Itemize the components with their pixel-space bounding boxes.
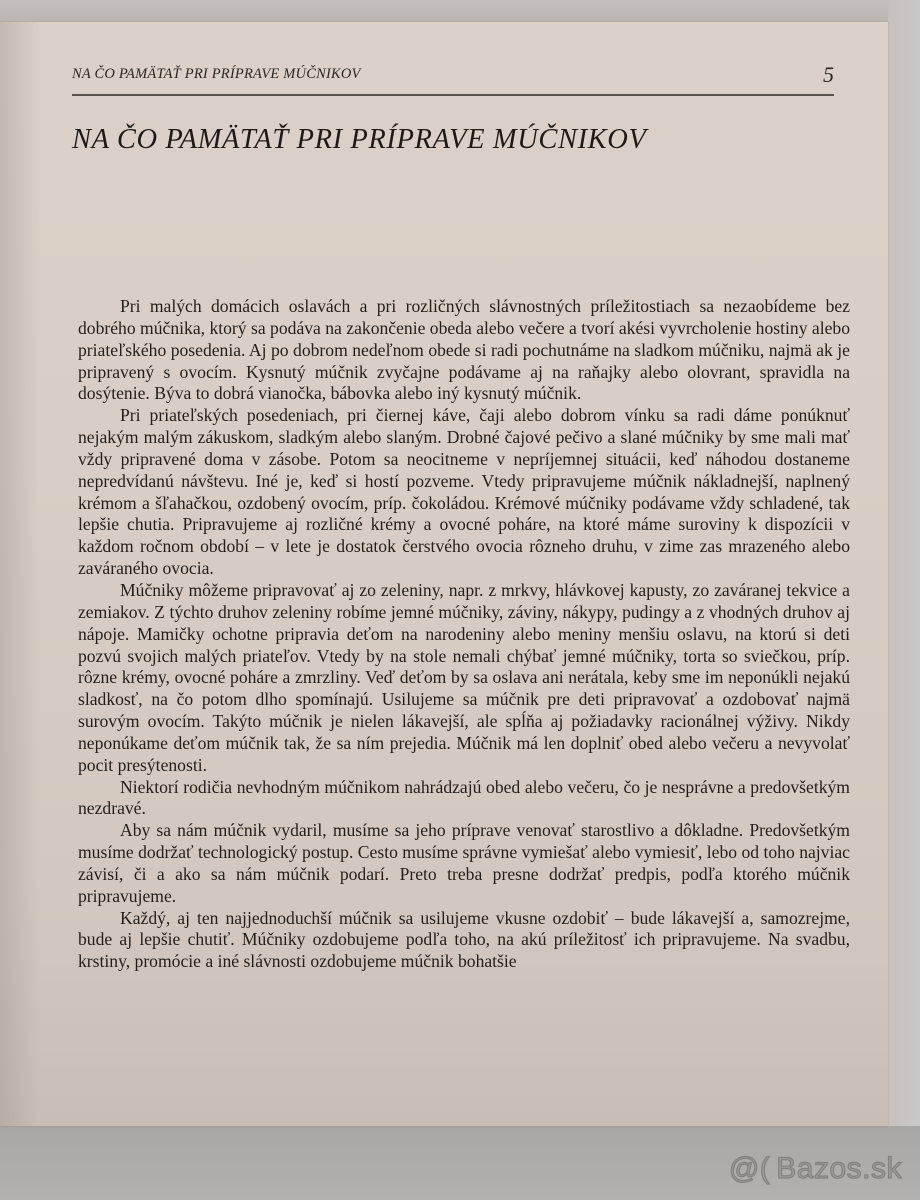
paragraph: Pri priateľských posedeniach, pri čiernej káve, čaji alebo dobrom vínku sa radi dáme ponúknuť nejakým malým zákuskom, sladkým alebo slaným. Drobné čajové pečivo a slané múčniky by sme mali mať vždy pripravené doma v zásobe. Potom sa neocitneme v nepríjemnej situácii, keď náhodou dostaneme nepredvídanú návštevu. Iné je, keď si hostí pozveme. Vtedy pripravujeme múčnik nákladnejší, naplnený krémom a šľahačkou, ozdobený ovocím, príp. čokoládou. Krémové múčniky podávame vždy schladené, tak lepšie chutia. Pripravujeme aj rozličné krémy a ovocné poháre, na ktoré máme suroviny k dispozícii v každom ročnom období – v lete je dostatok čerstvého ovocia rôzneho druhu, v zime zas mrazeného alebo zaváraného ovocia. [78, 405, 850, 579]
paragraph: Aby sa nám múčnik vydaril, musíme sa jeho príprave venovať starostlivo a dôkladne. Predovšetkým musíme dodržať technologický postup. Cesto musíme správne vymiešať alebo vymiesiť, lebo od toho najviac závisí, či a ako sa nám múčnik podarí. Preto treba presne dodržať predpis, podľa ktorého múčnik pripravujeme. [78, 820, 850, 906]
paragraph: Každý, aj ten najjednoduchší múčnik sa usilujeme vkusne ozdobiť – bude lákavejší a, samozrejme, bude aj lepšie chutiť. Múčniky ozdobujeme podľa toho, na akú príležitosť ich pripravujeme. Na svadbu, krstiny, promócie a iné slávnosti ozdobujeme múčnik bohatšie [78, 907, 850, 972]
paragraph: Pri malých domácich oslavách a pri rozličných slávnostných príležitostiach sa nezaobídeme bez dobrého múčnika, ktorý sa podáva na zakončenie obeda alebo večere a tvorí akési vyvrcholenie hostiny alebo priateľského posedenia. Aj po dobrom nedeľnom obede si radi pochutnáme na sladkom múčniku, najmä ak je pripravený s ovocím. Kysnutý múčnik zvyčajne podávame aj na raňajky alebo olovrant, spravidla na dosýtenie. Býva to dobrá vianočka, bábovka alebo iný kysnutý múčnik. [78, 296, 850, 404]
running-head-title: NA ČO PAMÄTAŤ PRI PRÍPRAVE MÚČNIKOV [72, 66, 361, 82]
page-number: 5 [823, 62, 834, 87]
watermark [729, 1152, 902, 1186]
background-surface-top [0, 0, 920, 22]
show-through-text [300, 160, 860, 290]
background-surface-right [888, 0, 920, 1200]
body-text [78, 296, 850, 973]
header-rule [72, 94, 834, 96]
paragraph: Niektorí rodičia nevhodným múčnikom nahrádzajú obed alebo večeru, čo je nesprávne a predovšetkým nezdravé. [78, 776, 850, 819]
watermark-text: Bazos.sk [776, 1152, 902, 1185]
watermark-logo-icon: @( [728, 1152, 771, 1185]
paragraph: Múčniky môžeme pripravovať aj zo zeleniny, napr. z mrkvy, hlávkovej kapusty, zo zaváranej tekvice a zemiakov. Z týchto druhov zeleniny robíme jemné múčniky, záviny, nákypy, pudingy a z vhodných druhov aj nápoje. Mamičky ochotne pripravia deťom na narodeniny alebo meniny menšiu oslavu, na ktorú si deti pozvú svojich malých priateľov. Vtedy by na stole nemali chýbať jemné múčniky, torta so sviečkou, príp. rôzne krémy, ovocné poháre a zmrzliny. Veď deťom by sa oslava ani nerátala, keby sme im neponúkli nejakú sladkosť, na čo potom dlho spomínajú. Usilujeme sa múčnik pre deti pripravovať a ozdobovať najmä surovým ovocím. Takýto múčnik je nielen lákavejší, ale spĺňa aj požiadavky racionálnej výživy. Nikdy neponúkame deťom múčnik tak, že sa ním prejedia. Múčnik má len doplniť obed alebo večeru a nevyvolať pocit presýtenosti. [78, 579, 850, 775]
running-header [72, 62, 840, 88]
chapter-title: NA ČO PAMÄTAŤ PRI PRÍPRAVE MÚČNIKOV [72, 124, 647, 155]
